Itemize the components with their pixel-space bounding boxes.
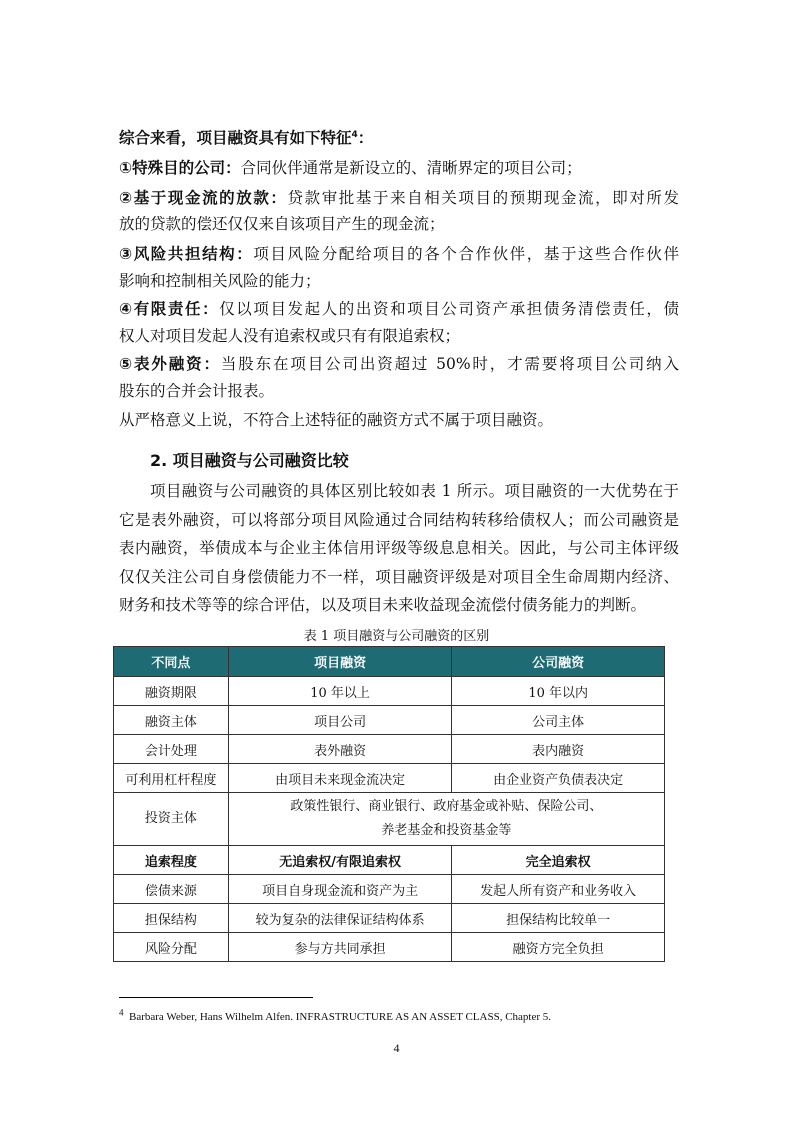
feature-item-1: ①特殊目的公司：合同伙伴通常是新设立的、清晰界定的项目公司； — [119, 159, 582, 177]
row-label: 担保结构 — [114, 904, 229, 933]
feature-item-5: ⑤表外融资：当股东在项目公司出资超过 50%时，才需要将项目公司纳入 — [119, 355, 680, 373]
row-label: 可利用杠杆程度 — [114, 764, 229, 793]
section-heading: 2. 项目融资与公司融资比较 — [150, 451, 349, 470]
table-row — [114, 875, 665, 904]
feature-item-5-cont: 股东的合并会计报表。 — [119, 382, 275, 400]
table-row — [114, 677, 665, 706]
footnote-mark: 4 — [119, 1007, 124, 1018]
paragraph-line: 它是表外融资，可以将部分项目风险通过合同结构转移给债权人；而公司融资是 — [119, 511, 679, 529]
table-row — [114, 706, 665, 735]
table-row — [114, 933, 665, 962]
paragraph-line: 财务和技术等等的综合评估，以及项目未来收益现金流偿付债务能力的判断。 — [119, 596, 647, 614]
investor-line: 政策性银行、商业银行、政府基金或补贴、保险公司、 — [290, 799, 603, 814]
closing-sentence: 从严格意义上说，不符合上述特征的融资方式不属于项目融资。 — [119, 411, 554, 429]
table-cell: 项目自身现金流和资产为主 — [228, 875, 452, 904]
table-cell: 融资方完全负担 — [452, 933, 665, 962]
subheader-cell: 无追索权/有限追索权 — [228, 846, 452, 875]
header-cell: 项目融资 — [228, 647, 452, 677]
table-row — [114, 904, 665, 933]
row-label: 偿债来源 — [114, 875, 229, 904]
paragraph-line: 表内融资，举债成本与企业主体信用评级等级息息相关。因此，与公司主体评级 — [119, 539, 679, 557]
comparison-table — [113, 646, 665, 962]
table-row — [114, 764, 665, 793]
table-cell: 发起人所有资产和业务收入 — [452, 875, 665, 904]
table-cell: 参与方共同承担 — [228, 933, 452, 962]
feature-item-3-cont: 影响和控制相关风险的能力； — [119, 272, 321, 290]
row-label: 投资主体 — [114, 793, 229, 846]
subheader-cell: 追索程度 — [114, 846, 229, 875]
table-cell: 10 年以上 — [228, 677, 452, 706]
table-cell: 表外融资 — [228, 735, 452, 764]
table-header-row — [114, 647, 665, 677]
paragraph-line: 仅仅关注公司自身偿债能力不一样，项目融资评级是对项目全生命周期内经济、 — [119, 568, 679, 586]
table-subheader-row — [114, 846, 665, 875]
table-cell: 10 年以内 — [452, 677, 665, 706]
row-label: 融资期限 — [114, 677, 229, 706]
header-cell: 不同点 — [114, 647, 229, 677]
page-number: 4 — [393, 1041, 400, 1055]
paragraph-line: 项目融资与公司融资的具体区别比较如表 1 所示。项目融资的一大优势在于 — [150, 482, 679, 500]
row-label: 融资主体 — [114, 706, 229, 735]
footnote-text: Barbara Weber, Hans Wilhelm Alfen. INFRASTRUCTURE AS AN ASSET CLASS, Chapter 5. — [129, 1011, 552, 1023]
investor-cell — [228, 793, 664, 846]
footnote-ref[interactable]: 4 — [351, 129, 358, 140]
investor-line: 养老基金和投资基金等 — [381, 823, 512, 838]
footnote-divider — [119, 997, 313, 998]
feature-item-4: ④有限责任：仅以项目发起人的出资和项目公司资产承担债务清偿责任，债 — [119, 300, 679, 318]
subheader-cell: 完全追索权 — [452, 846, 665, 875]
table-cell: 较为复杂的法律保证结构体系 — [228, 904, 452, 933]
table-caption: 表 1 项目融资与公司融资的区别 — [303, 629, 490, 644]
header-cell: 公司融资 — [452, 647, 665, 677]
row-label: 会计处理 — [114, 735, 229, 764]
table-cell: 担保结构比较单一 — [452, 904, 665, 933]
feature-item-2: ②基于现金流的放款：贷款审批基于来自相关项目的预期现金流，即对所发 — [119, 189, 679, 207]
feature-item-2-cont: 放的贷款的偿还仅仅来自该项目产生的现金流； — [119, 215, 445, 233]
table-cell: 由企业资产负债表决定 — [452, 764, 665, 793]
feature-item-4-cont: 权人对项目发起人没有追索权或只有有限追索权； — [119, 327, 461, 345]
table-cell: 表内融资 — [452, 735, 665, 764]
table-cell: 项目公司 — [228, 706, 452, 735]
table-cell: 由项目未来现金流决定 — [228, 764, 452, 793]
row-label: 风险分配 — [114, 933, 229, 962]
summary-heading: 综合来看，项目融资具有如下特征$^4$： — [119, 129, 374, 147]
feature-item-3: ③风险共担结构：项目风险分配给项目的各个合作伙伴，基于这些合作伙伴 — [119, 245, 679, 263]
table-cell: 公司主体 — [452, 706, 665, 735]
table-row — [114, 793, 665, 846]
table-row — [114, 735, 665, 764]
footnote — [119, 1007, 552, 1023]
